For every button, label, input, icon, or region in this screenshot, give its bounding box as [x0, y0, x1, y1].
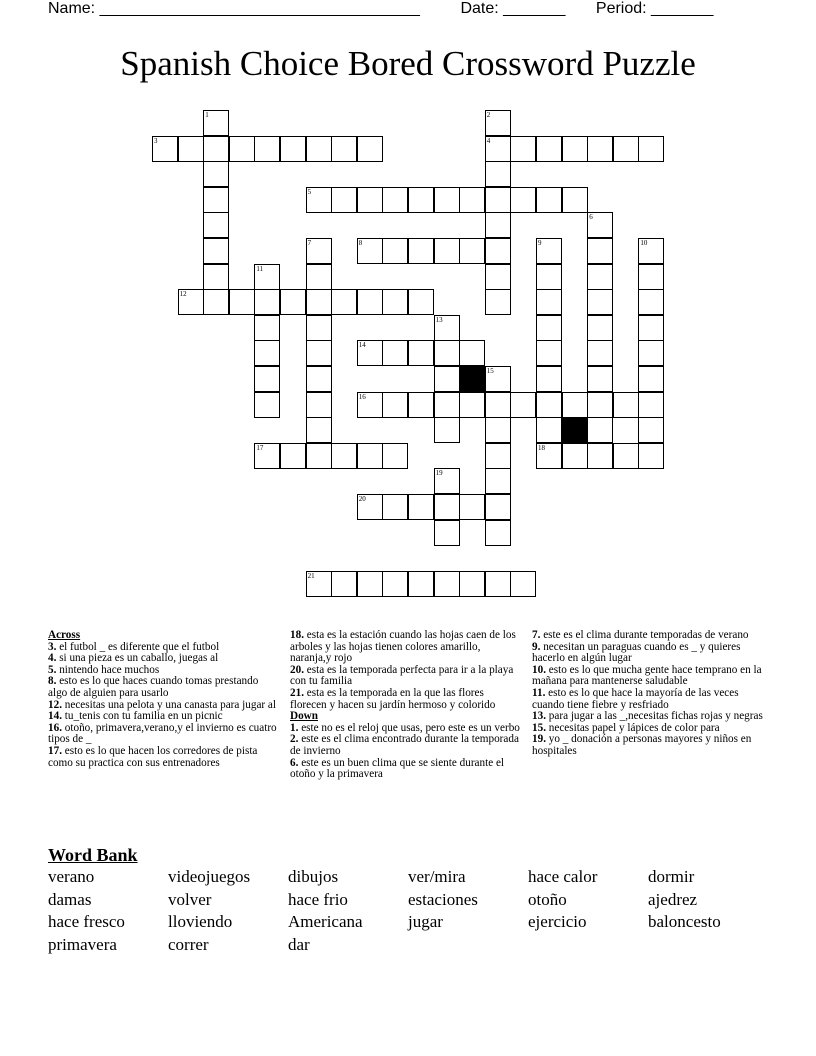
down-list-a: [290, 723, 522, 781]
grid-cell[interactable]: [357, 187, 383, 213]
grid-cell[interactable]: [254, 443, 280, 469]
grid-cell[interactable]: [638, 443, 664, 469]
clue-label: 8.: [48, 675, 57, 688]
grid-cell[interactable]: [382, 289, 408, 315]
across-heading: Across: [48, 629, 81, 641]
word-bank-word: dar: [288, 935, 310, 955]
grid-cell[interactable]: [459, 494, 485, 520]
grid-cell[interactable]: [536, 417, 562, 443]
grid-cell[interactable]: [536, 340, 562, 366]
clue-text: nintendo hace muchos: [56, 663, 160, 676]
grid-cell[interactable]: [613, 443, 639, 469]
grid-cell[interactable]: [613, 392, 639, 418]
clue-label: 14.: [48, 710, 62, 723]
grid-cell[interactable]: [485, 238, 511, 264]
grid-cell[interactable]: [485, 110, 511, 136]
clue-label: 10.: [532, 663, 546, 676]
grid-cell[interactable]: [306, 264, 332, 290]
word-bank-column: [528, 866, 597, 934]
grid-cell[interactable]: [434, 315, 460, 341]
grid-cell[interactable]: [434, 494, 460, 520]
word-bank-word: dibujos: [288, 867, 339, 886]
grid-cell[interactable]: [203, 187, 229, 213]
grid-cell[interactable]: [357, 340, 383, 366]
grid-cell[interactable]: [587, 417, 613, 443]
down-list-b: [532, 630, 767, 758]
grid-cell[interactable]: [280, 136, 306, 162]
grid-cell[interactable]: [485, 136, 511, 162]
grid-cell[interactable]: [638, 315, 664, 341]
grid-cell[interactable]: [459, 571, 485, 597]
clue-label: 13.: [532, 710, 546, 723]
grid-cell[interactable]: [485, 392, 511, 418]
clue-text: otoño, primavera,verano,y el invierno es cuatro tipos de _: [48, 721, 277, 746]
down-clue: [290, 758, 522, 781]
clue-label: 15.: [532, 721, 546, 734]
grid-cell[interactable]: [587, 443, 613, 469]
grid-cell[interactable]: [536, 366, 562, 392]
word-bank-word: jugar: [408, 912, 443, 932]
clues-column-1: [48, 630, 280, 769]
clue-number: 6: [589, 213, 593, 222]
grid-cell[interactable]: [562, 392, 588, 418]
grid-cell[interactable]: [510, 187, 536, 213]
grid-cell[interactable]: [434, 187, 460, 213]
word-bank-word: hace fresco: [48, 912, 125, 932]
grid-cell[interactable]: [587, 264, 613, 290]
clue-number: 5: [307, 187, 312, 196]
grid-cell[interactable]: [562, 136, 588, 162]
clues-column-3: [532, 630, 767, 758]
clue-text: esta es la temporada en la que las flores florecen y hacen su jardín hermoso y colorido: [290, 686, 496, 711]
clue-text: el futbol _ es diferente que el futbol: [56, 640, 220, 653]
across-list-b: [290, 630, 522, 711]
grid-cell[interactable]: [562, 187, 588, 213]
clue-number: 13: [435, 315, 443, 324]
grid-cell[interactable]: [357, 136, 383, 162]
clue-text: esto es lo que haces cuando tomas prestando algo de alguien para usarlo: [48, 675, 259, 699]
grid-cell[interactable]: [357, 443, 383, 469]
grid-cell[interactable]: [254, 340, 280, 366]
word-bank-word: volver: [168, 889, 212, 909]
grid-cell[interactable]: [357, 571, 383, 597]
grid-cell[interactable]: [587, 340, 613, 366]
grid-cell[interactable]: [638, 264, 664, 290]
grid-cell[interactable]: [638, 289, 664, 315]
down-clue: [532, 665, 767, 688]
clue-label: 2.: [290, 733, 299, 746]
grid-cell[interactable]: [613, 136, 639, 162]
across-clue: [290, 665, 522, 688]
grid-cell[interactable]: [280, 443, 306, 469]
grid-cell[interactable]: [638, 238, 664, 264]
page-title: Spanish Choice Bored Crossword Puzzle: [120, 44, 696, 83]
grid-cell[interactable]: [382, 443, 408, 469]
grid-cell[interactable]: [485, 161, 511, 187]
grid-cell[interactable]: [357, 392, 383, 418]
grid-cell[interactable]: [203, 289, 229, 315]
grid-cell[interactable]: [382, 238, 408, 264]
clue-label: 7.: [532, 629, 541, 641]
grid-cell[interactable]: [485, 443, 511, 469]
grid-cell[interactable]: [638, 417, 664, 443]
name-field[interactable]: Name: ____________________________________: [48, 0, 420, 17]
clue-text: necesitas una pelota y una canasta para jugar al: [61, 698, 276, 711]
grid-cell[interactable]: [306, 340, 332, 366]
across-clue: [290, 688, 522, 711]
grid-cell[interactable]: [280, 289, 306, 315]
clue-label: 5.: [48, 663, 57, 676]
clue-label: 4.: [48, 652, 57, 665]
down-heading: Down: [290, 710, 318, 723]
clue-text: este es un buen clima que se siente durante el otoño y la primavera: [290, 756, 505, 781]
grid-cell[interactable]: [306, 571, 332, 597]
across-clue: [48, 746, 280, 769]
grid-cell[interactable]: [408, 340, 434, 366]
grid-cell[interactable]: [510, 136, 536, 162]
grid-cell[interactable]: [434, 238, 460, 264]
word-bank-word: damas: [48, 889, 92, 909]
clue-text: este es el clima durante temporadas de verano: [540, 629, 749, 641]
down-clue: [532, 688, 767, 711]
clue-number: 10: [640, 239, 648, 247]
grid-cell[interactable]: [587, 136, 613, 162]
word-bank-column: [648, 866, 721, 934]
grid-cell[interactable]: [485, 468, 511, 494]
grid-cell[interactable]: [485, 494, 511, 520]
grid-cell[interactable]: [357, 238, 383, 264]
grid-cell[interactable]: [382, 571, 408, 597]
grid-cell[interactable]: [306, 315, 332, 341]
word-bank-word: estaciones: [408, 889, 478, 909]
clue-number: 21: [307, 571, 315, 580]
grid-cell[interactable]: [536, 392, 562, 418]
word-bank-word: hace calor: [528, 867, 598, 886]
clue-text: yo _ donación a personas mayores y niños en hospitales: [532, 733, 752, 757]
grid-cell[interactable]: [254, 136, 280, 162]
grid-cell[interactable]: [587, 315, 613, 341]
grid-cell[interactable]: [434, 417, 460, 443]
grid-cell[interactable]: [536, 238, 562, 264]
down-clue: [290, 734, 522, 757]
clue-text: esta es la estación cuando las hojas caen de los arboles y las hojas tienen colores amarillo, naranja,y rojo: [290, 629, 516, 665]
grid-cell[interactable]: [485, 417, 511, 443]
clue-text: esto es lo que hace la mayoría de las veces cuando tiene fiebre y resfriado: [532, 686, 739, 711]
word-bank-word: lloviendo: [168, 912, 233, 932]
grid-cell[interactable]: [331, 443, 357, 469]
clue-text: este no es el reloj que usas, pero este es un verbo: [298, 721, 520, 734]
word-bank-word: dormir: [648, 867, 695, 886]
word-bank-column: [48, 866, 125, 957]
clue-label: 20.: [290, 663, 304, 676]
grid-cell[interactable]: [306, 238, 332, 264]
clue-label: 12.: [48, 698, 62, 711]
grid-cell[interactable]: [203, 264, 229, 290]
grid-cell[interactable]: [382, 494, 408, 520]
grid-cell[interactable]: [485, 264, 511, 290]
grid-cell[interactable]: [459, 340, 485, 366]
grid-cell[interactable]: [638, 340, 664, 366]
word-bank-word: correr: [168, 935, 209, 955]
grid-cell[interactable]: [459, 187, 485, 213]
word-bank-word: primavera: [48, 935, 117, 955]
clue-number: 8: [358, 239, 363, 247]
grid-cell[interactable]: [331, 571, 357, 597]
grid-cell[interactable]: [331, 187, 357, 213]
clue-label: 19.: [532, 733, 546, 746]
grid-cell[interactable]: [152, 136, 178, 162]
grid-cell[interactable]: [536, 315, 562, 341]
grid-cell[interactable]: [229, 136, 255, 162]
grid-cell[interactable]: [536, 289, 562, 315]
grid-cell[interactable]: [254, 315, 280, 341]
grid-cell[interactable]: [434, 392, 460, 418]
blocked-cell: [562, 417, 588, 443]
grid-cell[interactable]: [203, 110, 229, 136]
clue-number: 2: [486, 111, 491, 119]
word-bank-word: ver/mira: [408, 867, 466, 886]
word-bank-title: Word Bank: [48, 845, 138, 865]
grid-cell[interactable]: [434, 571, 460, 597]
grid-cell[interactable]: [485, 366, 511, 392]
word-bank-word: ejercicio: [528, 912, 587, 932]
clue-label: 9.: [532, 640, 541, 653]
grid-cell[interactable]: [638, 366, 664, 392]
clue-text: necesitas papel y lápices de color para: [545, 721, 720, 734]
grid-cell[interactable]: [485, 187, 511, 213]
across-list-a: [48, 642, 280, 770]
grid-cell[interactable]: [382, 340, 408, 366]
grid-cell[interactable]: [203, 212, 229, 238]
grid-cell[interactable]: [357, 494, 383, 520]
grid-cell[interactable]: [254, 264, 280, 290]
grid-cell[interactable]: [357, 289, 383, 315]
clue-number: 9: [538, 239, 542, 247]
clue-label: 17.: [48, 744, 62, 757]
across-clue: [48, 676, 280, 699]
clue-number: 20: [358, 495, 366, 503]
grid-cell[interactable]: [254, 366, 280, 392]
grid-cell[interactable]: [306, 289, 332, 315]
clue-text: esto es lo que hacen los corredores de pista como su practica con sus entrenadores: [48, 744, 258, 769]
grid-cell[interactable]: [254, 392, 280, 418]
grid-cell[interactable]: [306, 392, 332, 418]
word-bank-column: [288, 866, 363, 957]
clues-column-2: [290, 630, 522, 781]
grid-cell[interactable]: [510, 571, 536, 597]
grid-cell[interactable]: [536, 136, 562, 162]
grid-cell[interactable]: [254, 289, 280, 315]
word-bank-word: otoño: [528, 889, 567, 909]
down-clue: [532, 642, 767, 665]
clue-label: 11.: [532, 686, 546, 699]
down-clue: [532, 734, 767, 757]
clue-text: esta es la temporada perfecta para ir a la playa con tu familia: [290, 663, 514, 688]
grid-cell[interactable]: [587, 289, 613, 315]
grid-cell[interactable]: [562, 443, 588, 469]
grid-cell[interactable]: [382, 392, 408, 418]
grid-cell[interactable]: [229, 289, 255, 315]
clue-number: 15: [486, 367, 494, 375]
across-clue: [290, 630, 522, 665]
clue-number: 17: [256, 443, 264, 452]
clue-label: 16.: [48, 721, 62, 734]
clue-label: 1.: [290, 721, 299, 734]
grid-cell[interactable]: [178, 136, 204, 162]
date-field[interactable]: Date: _______: [460, 0, 566, 17]
grid-cell[interactable]: [459, 392, 485, 418]
word-bank-column: [168, 866, 250, 957]
word-bank-word: verano: [48, 867, 95, 886]
grid-cell[interactable]: [485, 212, 511, 238]
clue-label: 6.: [290, 756, 299, 769]
grid-cell[interactable]: [408, 238, 434, 264]
grid-cell[interactable]: [306, 443, 332, 469]
word-bank-word: Americana: [288, 912, 363, 932]
grid-cell[interactable]: [434, 340, 460, 366]
word-bank-word: baloncesto: [648, 912, 721, 932]
grid-cell[interactable]: [306, 417, 332, 443]
grid-cell[interactable]: [306, 366, 332, 392]
clue-text: para jugar a las _,necesitas fichas rojas y negras: [545, 710, 763, 723]
grid-cell[interactable]: [434, 468, 460, 494]
grid-cell[interactable]: [459, 238, 485, 264]
grid-cell[interactable]: [331, 289, 357, 315]
word-bank-word: ajedrez: [648, 889, 698, 909]
clue-text: tu_tenis con tu familia en un picnic: [61, 710, 223, 723]
clue-text: si una pieza es un caballo, juegas al: [56, 652, 219, 665]
grid-cell[interactable]: [306, 136, 332, 162]
grid-cell[interactable]: [587, 238, 613, 264]
grid-cell[interactable]: [408, 392, 434, 418]
grid-cell[interactable]: [306, 187, 332, 213]
grid-cell[interactable]: [434, 366, 460, 392]
across-clue: [48, 723, 280, 746]
grid-cell[interactable]: [485, 289, 511, 315]
word-bank-word: hace frio: [288, 889, 348, 909]
clue-text: esto es lo que mucha gente hace temprano en la mañana para mantenerse saludable: [532, 663, 762, 688]
clue-number: 11: [256, 264, 264, 273]
grid-cell[interactable]: [485, 520, 511, 546]
grid-cell[interactable]: [536, 443, 562, 469]
grid-cell[interactable]: [536, 264, 562, 290]
clue-number: 16: [358, 392, 366, 401]
clue-text: este es el clima encontrado durante la temporada de invierno: [290, 733, 519, 757]
clue-number: 1: [205, 111, 209, 119]
grid-cell[interactable]: [434, 520, 460, 546]
grid-cell[interactable]: [638, 136, 664, 162]
grid-cell[interactable]: [587, 212, 613, 238]
grid-cell[interactable]: [203, 238, 229, 264]
word-bank-word: videojuegos: [168, 867, 251, 886]
clue-text: necesitan un paraguas cuando es _ y quieres hacerlo en algún lugar: [532, 640, 741, 665]
grid-cell[interactable]: [587, 392, 613, 418]
grid-cell[interactable]: [382, 187, 408, 213]
clue-number: 3: [154, 136, 158, 145]
grid-cell[interactable]: [638, 392, 664, 418]
grid-cell[interactable]: [203, 161, 229, 187]
grid-cell[interactable]: [408, 289, 434, 315]
clue-number: 4: [486, 136, 491, 145]
word-bank-column: [408, 866, 478, 934]
clue-label: 18.: [290, 629, 304, 641]
clue-number: 19: [435, 469, 443, 478]
blocked-cell: [459, 366, 485, 392]
clue-label: 3.: [48, 640, 57, 653]
grid-cell[interactable]: [203, 136, 229, 162]
clue-number: 12: [179, 290, 187, 299]
grid-cell[interactable]: [510, 392, 536, 418]
clue-number: 7: [307, 239, 312, 247]
grid-cell[interactable]: [485, 571, 511, 597]
grid-cell[interactable]: [178, 289, 204, 315]
period-field[interactable]: Period: _______: [595, 0, 714, 17]
clue-number: 18: [538, 443, 545, 452]
grid-cell[interactable]: [408, 494, 434, 520]
grid-cell[interactable]: [536, 187, 562, 213]
clue-label: 21.: [290, 686, 304, 699]
grid-cell[interactable]: [408, 571, 434, 597]
grid-cell[interactable]: [331, 136, 357, 162]
clue-number: 14: [358, 341, 366, 350]
grid-cell[interactable]: [587, 366, 613, 392]
grid-cell[interactable]: [408, 187, 434, 213]
